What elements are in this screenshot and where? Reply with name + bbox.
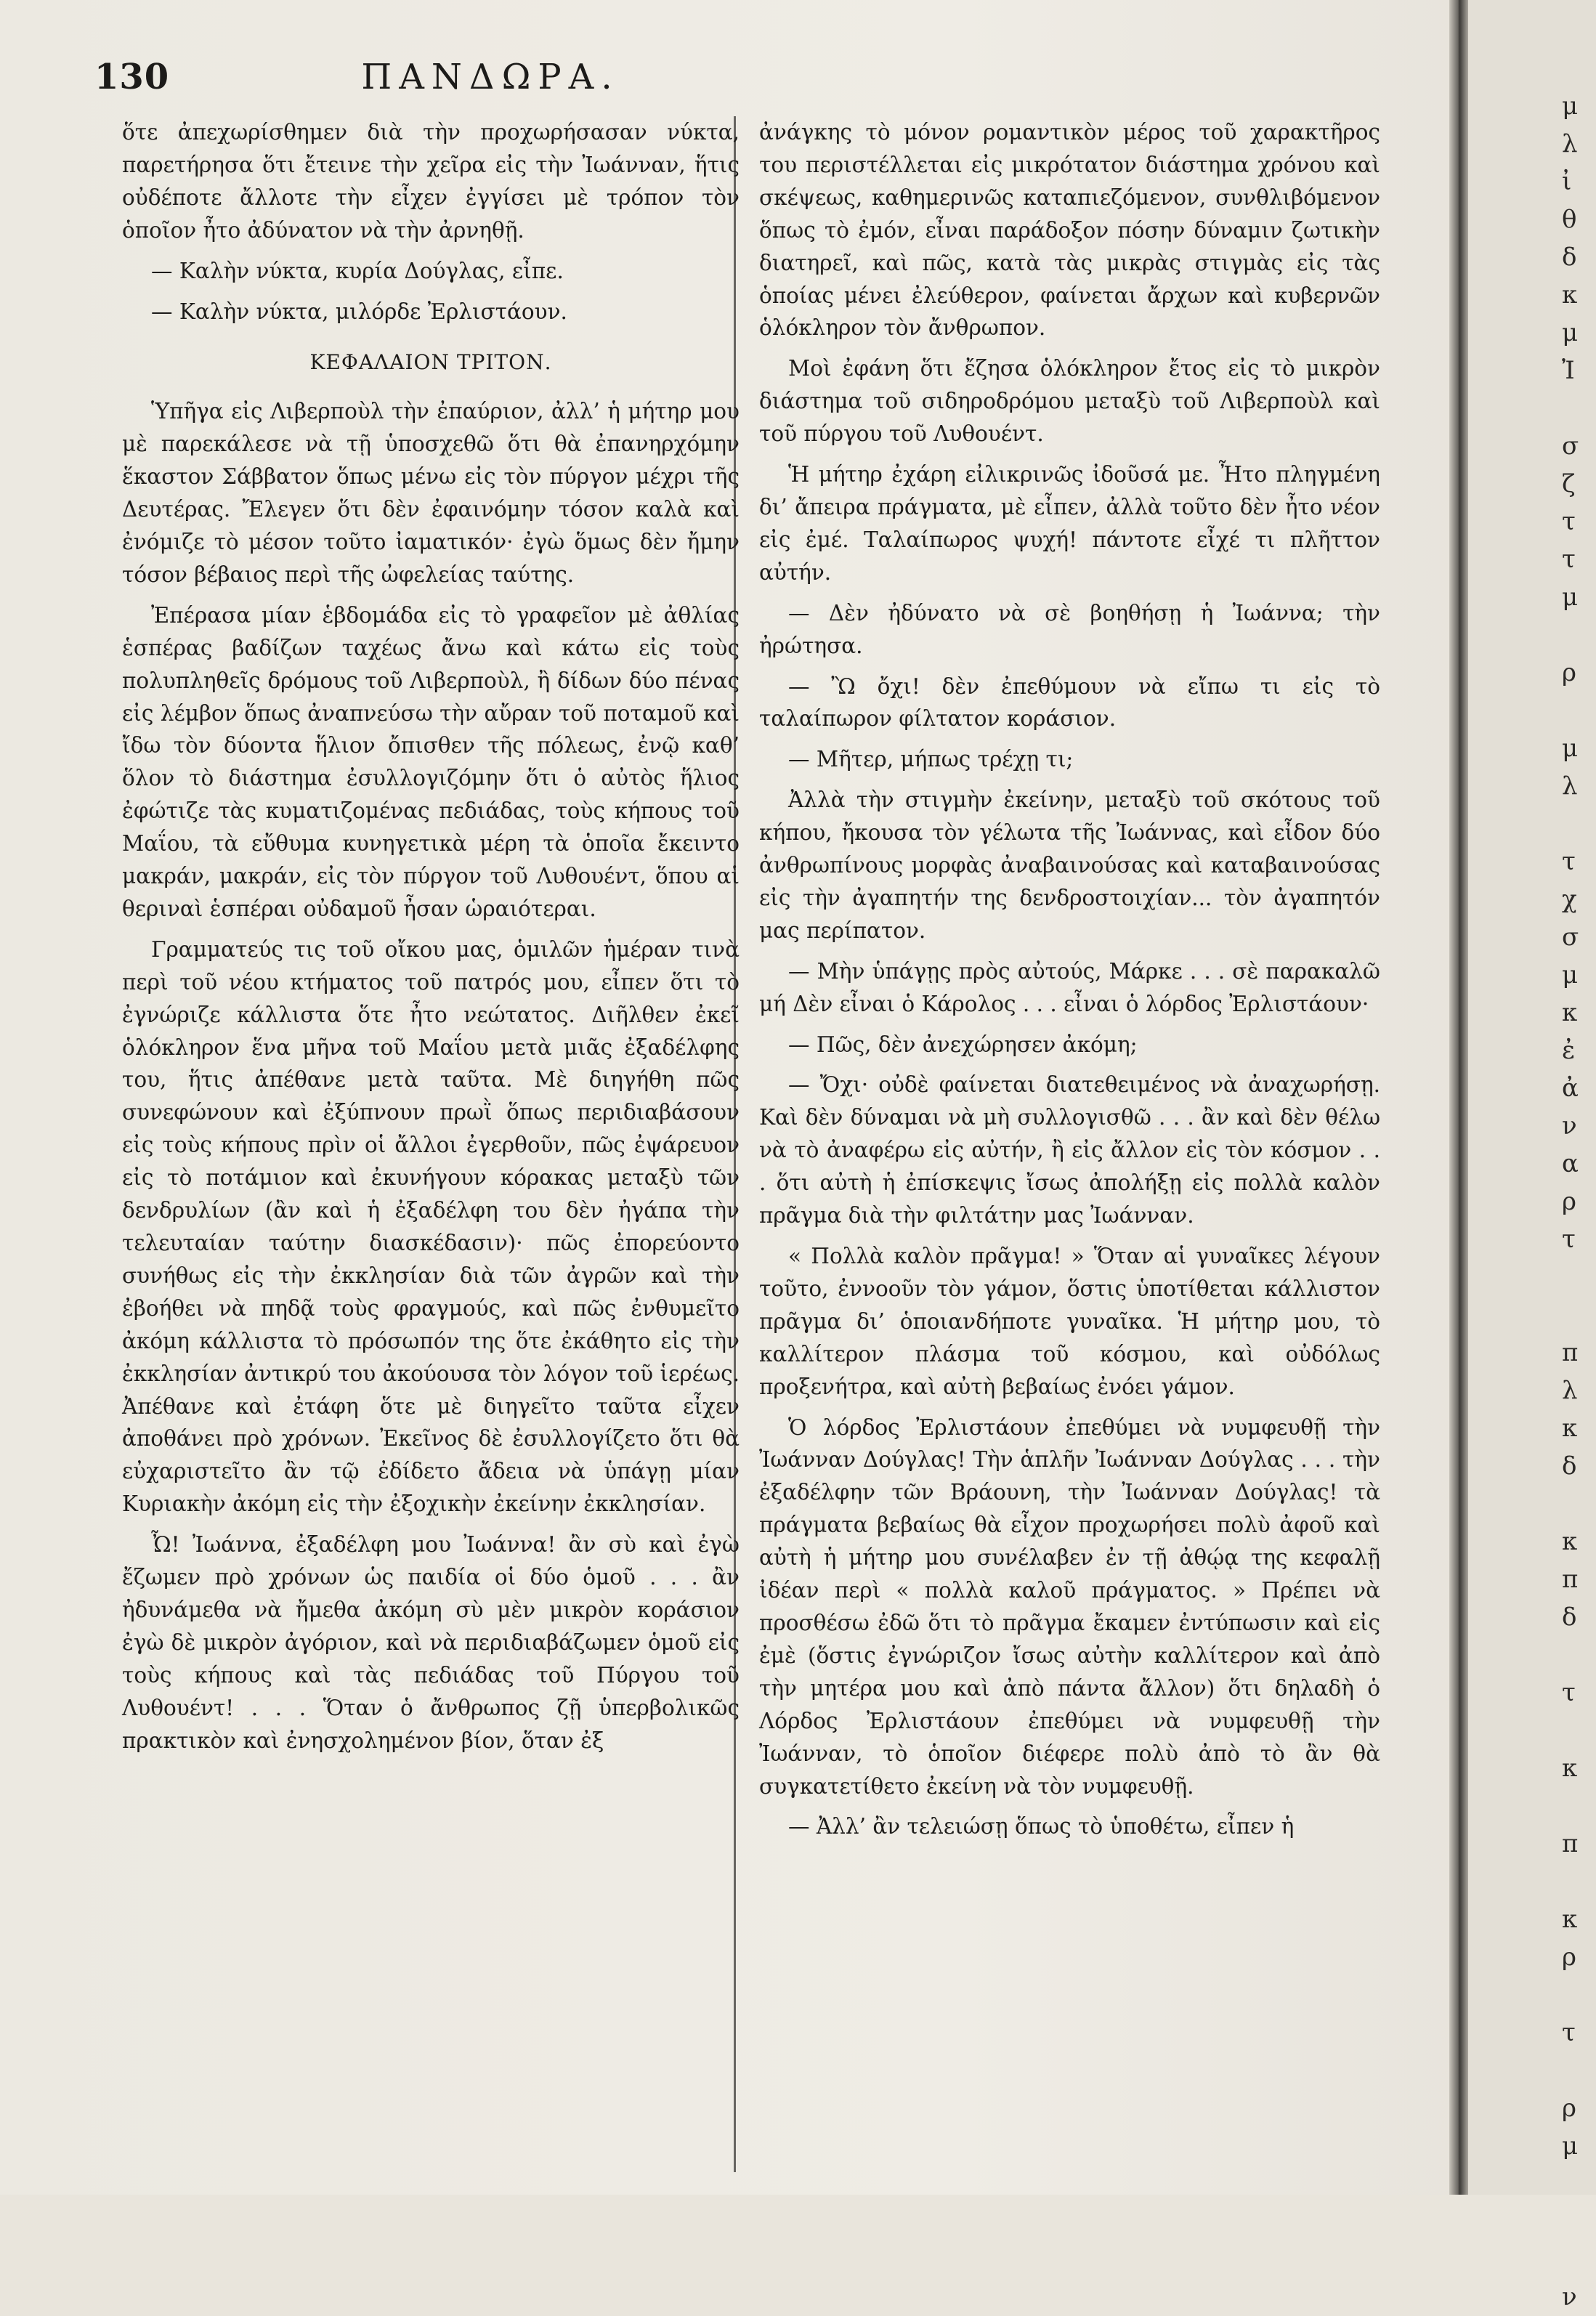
margin-fragment: [1562, 1296, 1594, 1334]
dialogue-line: — Ἀλλ’ ἂν τελειώσῃ ὅπως τὸ ὑποθέτω, εἶπεν ἡ: [788, 1814, 1295, 1839]
left-column: [122, 116, 740, 1765]
page-header: [94, 57, 886, 108]
margin-fragment: λ: [1562, 1376, 1578, 1405]
margin-fragment: [1562, 2052, 1594, 2089]
margin-fragment: [1562, 2165, 1594, 2203]
margin-fragment: σ: [1562, 432, 1579, 461]
margin-fragment: τ: [1562, 847, 1576, 876]
margin-fragment: κ: [1562, 998, 1578, 1027]
margin-fragment: [1562, 1485, 1594, 1523]
margin-fragment: [1562, 1863, 1594, 1900]
chapter-heading: ΚΕΦΑΛΑΙΟΝ ΤΡΙΤΟΝ.: [309, 350, 552, 375]
paragraph: ἀνάγκης τὸ μόνον ρομαντικὸν μέρος τοῦ χαρακτῆρος του περιστέλλεται εἰς μικρότατον διάστημα χρόνου καὶ σκέψεως, καθημερινῶς καταπιεζόμενον, συνθλιβόμενον ὅπως τὸ ἐμόν, εἶναι παράδοξον πόσην δύναμιν ζωτικὴν διατηρεῖ, καὶ πῶς, κατὰ τὰς μικρὰς στιγμὰς εἰς τὰς ὁποίας μένει ἐλεύθερον, φαίνεται ἄρχων καὶ κυβερνῶν ὁλόκληρον τὸν ἄνθρωπον.: [759, 120, 1380, 341]
margin-fragment: [1562, 2203, 1594, 2240]
margin-fragment: μ: [1562, 2131, 1579, 2161]
margin-fragment: [1562, 2240, 1594, 2278]
margin-fragment: κ: [1562, 1905, 1578, 1934]
margin-fragment: ρ: [1562, 2094, 1576, 2123]
margin-fragment: κ: [1562, 1527, 1578, 1556]
dialogue-line: — Καλὴν νύκτα, κυρία Δούγλας, εἶπε.: [151, 258, 564, 283]
dialogue-line: — Καλὴν νύκτα, μιλόρδε Ἐρλιστάουν.: [151, 299, 567, 324]
paragraph: Ὁ λόρδος Ἐρλιστάουν ἐπεθύμει νὰ νυμφευθῇ τὴν Ἰωάνναν Δούγλας! Τὴν ἁπλῆν Ἰωάνναν Δούγλας . . . τὴν ἐξαδέλφην τῶν Βράουνη, τὴν Ἰωάνναν Δούγλας! τὰ πράγματα βεβαίως θὰ εἶχον προχωρήσει πολὺ ἀφοῦ καὶ αὐτὴ ἡ μήτηρ μου συνέλαβεν ἐν τῇ ἀθῴᾳ της κεφαλῇ ἰδέαν περὶ « πολλὰ καλοῦ πράγματος. » Πρέπει νὰ προσθέσω ἐδῶ ὅτι τὸ πρᾶγμα ἔκαμεν ἐντύπωσιν καὶ εἰς ἐμὲ (ὅστις ἐγνώριζον ἴσως αὐτὴν καλλίτερον καὶ ἀπὸ τὴν μητέρα μου καὶ ἀπὸ πάντα ἄλλον) ὅτι δηλαδὴ ὁ Λόρδος Ἐρλιστάουν ἐπεθύμει νὰ νυμφευθῇ τὴν Ἰωάνναν, τὸ ὁποῖον διέφερε πολὺ ἀπὸ τὸ ἂν θὰ συγκατετίθετο ἐκείνη νὰ τὸν νυμφευθῇ.: [759, 1414, 1380, 1799]
dialogue-line: — Πῶς, δὲν ἀνεχώρησεν ἀκόμη;: [788, 1032, 1138, 1057]
margin-fragment: [1562, 389, 1594, 427]
dialogue-line: — Δὲν ἠδύνατο νὰ σὲ βοηθήσῃ ἡ Ἰωάννα; τὴν ἠρώτησα.: [759, 600, 1380, 658]
margin-fragment: [1562, 1787, 1594, 1825]
margin-fragment: ἀ: [1562, 1074, 1579, 1103]
margin-fragment: θ: [1562, 205, 1577, 234]
margin-fragment: [1562, 1976, 1594, 2014]
margin-fragment: Ἰ: [1562, 356, 1575, 385]
margin-fragment: τ: [1562, 545, 1576, 574]
margin-fragment: κ: [1562, 1754, 1578, 1783]
margin-fragment: π: [1562, 1565, 1579, 1594]
margin-fragment: δ: [1562, 1451, 1577, 1481]
margin-fragment: ρ: [1562, 1943, 1576, 1972]
margin-fragment: τ: [1562, 2018, 1576, 2047]
dialogue-line: — Ὄχι· οὐδὲ φαίνεται διατεθειμένος νὰ ἀναχωρήσῃ. Καὶ δὲν δύναμαι νὰ μὴ συλλογισθῶ . . . ἂν καὶ δὲν θέλω νὰ τὸ ἀναφέρω εἰς αὐτήν, ἢ εἰς ἄλλον εἰς τὸν κόσμον . . . ὅτι αὐτὴ ἡ ἐπίσκεψις ἴσως ἀπολήξῃ εἰς πολλὰ καλὸν πρᾶγμα διὰ τὴν φιλτάτην μας Ἰωάνναν.: [759, 1072, 1380, 1228]
book-gutter: [1449, 0, 1468, 2195]
margin-fragment: λ: [1562, 129, 1578, 158]
adjacent-page-fragments: [1562, 87, 1594, 2316]
margin-fragment: ρ: [1562, 658, 1576, 687]
paragraph: « Πολλὰ καλὸν πρᾶγμα! » Ὅταν αἱ γυναῖκες λέγουν τοῦτο, ἐννοοῦν τὸν γάμον, ὅστις ὑποτίθεται κάλλιστον πρᾶγμα δι’ ὁποιανδήποτε γυναῖκα. Ἡ μήτηρ μου, τὸ καλλίτερον πλάσμα τοῦ κόσμου, καὶ οὐδόλως προξενήτρα, καὶ αὐτὴ βεβαίως ἐνόει γάμον.: [759, 1244, 1380, 1399]
dialogue-line: — Μῆτερ, μήπως τρέχῃ τι;: [788, 747, 1074, 772]
margin-fragment: ν: [1562, 1112, 1577, 1141]
right-column: [759, 116, 1380, 1851]
margin-fragment: χ: [1562, 885, 1577, 914]
margin-fragment: μ: [1562, 734, 1579, 763]
margin-fragment: κ: [1562, 1414, 1578, 1443]
paragraph: Γραμματεύς τις τοῦ οἴκου μας, ὁμιλῶν ἡμέραν τινὰ περὶ τοῦ νέου κτήματος τοῦ πατρός μου, εἶπεν ὅτι τὸ ἐγνώριζε κάλλιστα ὅτε ἦτο νεώτατος. Διῆλθεν ἐκεῖ ὁλόκληρον ἕνα μῆνα τοῦ Μαΐου μετὰ μιᾶς ἐξαδέλφης του, ἥτις ἀπέθανε μετὰ ταῦτα. Μὲ διηγήθη πῶς συνεφώνουν καὶ ἐξύπνουν πρωῒ ὅπως περιδιαβάσουν εἰς τοὺς κήπους πρὶν οἱ ἄλλοι ἐγερθοῦν, πῶς ἐψάρευον εἰς τὸ ποτάμιον καὶ ἐκυνήγουν κόρακας μεταξὺ τῶν δενδρυλίων (ἂν καὶ ἡ ἐξαδέλφη του δὲν ἠγάπα τὴν τελευταίαν ταύτην διασκέδασιν)· πῶς ἐπορεύοντο συνήθως εἰς τὴν ἐκκλησίαν διὰ τῶν ἀγρῶν καὶ τὴν ἐβοήθει νὰ πηδᾷ τοὺς φραγμούς, καὶ πῶς ἐνθυμεῖτο ἀκόμη κάλλιστα τὸ πρόσωπόν της ὅτε ἐκάθητο εἰς τὴν ἐκκλησίαν ἀντικρύ του ἀκούουσα τὸν λόγον τοῦ ἱερέως. Ἀπέθανε καὶ ἐτάφη ὅτε μὲ διηγεῖτο ταῦτα εἶχεν ἀποθάνει πρὸ χρόνων. Ἐκεῖνος δὲ ἐσυλλογίζετο ὅτι θὰ εὐχαριστεῖτο ἂν τῷ ἐδίδετο ἄδεια νὰ ὑπάγῃ μίαν Κυριακὴν ἀκόμη εἰς τὴν ἐξοχικὴν ἐκείνην ἐκκλησίαν.: [122, 936, 740, 1517]
margin-fragment: μ: [1562, 318, 1579, 347]
dialogue-line: — Μὴν ὑπάγῃς πρὸς αὐτούς, Μάρκε . . . σὲ παρακαλῶ μή Δὲν εἶναι ὁ Κάρολος . . . εἶναι ὁ λόρδος Ἐρλιστάουν·: [759, 958, 1380, 1016]
paragraph: Ὦ! Ἰωάννα, ἐξαδέλφη μου Ἰωάννα! ἂν σὺ καὶ ἐγὼ ἔζωμεν πρὸ χρόνων ὡς παιδία οἱ δύο ὁμοῦ . . . ἂν ἠδυνάμεθα νὰ ἤμεθα ἀκόμη σὺ μὲν μικρὸν κοράσιον ἐγὼ δὲ μικρὸν ἀγόριον, καὶ νὰ περιδιαβάζωμεν ὁμοῦ εἰς τοὺς κήπους καὶ τὰς πεδιάδας τοῦ Πύργου τοῦ Λυθουέντ! . . . Ὅταν ὁ ἄνθρωπος ζῇ ὑπερβολικῶς πρακτικὸν καὶ ἐνησχολημένον βίον, ὅταν ἐξ: [122, 1532, 740, 1753]
margin-fragment: [1562, 1258, 1594, 1296]
margin-fragment: ν: [1562, 2283, 1577, 2312]
margin-fragment: [1562, 692, 1594, 729]
margin-fragment: δ: [1562, 1603, 1577, 1632]
margin-fragment: σ: [1562, 923, 1579, 952]
margin-fragment: λ: [1562, 772, 1578, 801]
margin-fragment: ρ: [1562, 1187, 1576, 1216]
margin-fragment: κ: [1562, 280, 1578, 309]
paragraph: Ὑπῆγα εἰς Λιβερποὺλ τὴν ἐπαύριον, ἀλλ’ ἡ μήτηρ μου μὲ παρεκάλεσε νὰ τῇ ὑποσχεθῶ ὅτι θὰ ἐπανηρχόμην ἕκαστον Σάββατον ὅπως μένω εἰς τὸν πύργον μέχρι τῆς Δευτέρας. Ἔλεγεν ὅτι δὲν ἐφαινόμην τόσον καλὰ καὶ ἐνόμιζε τὸ μέσον τοῦτο ἰαματικόν· ἐγὼ ὅμως δὲν ἤμην τόσον βέβαιος περὶ τῆς ὠφελείας ταύτης.: [122, 399, 740, 587]
margin-fragment: ἰ: [1562, 167, 1572, 196]
paragraph: Ἀλλὰ τὴν στιγμὴν ἐκείνην, μεταξὺ τοῦ σκότους τοῦ κήπου, ἤκουσα τὸν γέλωτα τῆς Ἰωάννας, καὶ εἶδον δύο ἀνθρωπίνους μορφὰς ἀναβαινούσας καὶ καταβαινούσας εἰς τὴν ἀγαπητήν της δενδροστοιχίαν... τὸν ἀγαπητόν μας περίπατον.: [759, 787, 1380, 943]
margin-fragment: τ: [1562, 507, 1576, 536]
margin-fragment: [1562, 1636, 1594, 1674]
page-number: 130: [94, 57, 170, 97]
margin-fragment: μ: [1562, 960, 1579, 989]
margin-fragment: [1562, 805, 1594, 843]
paragraph: Ἐπέρασα μίαν ἑβδομάδα εἰς τὸ γραφεῖον μὲ ἀθλίας ἑσπέρας βαδίζων ταχέως ἄνω καὶ κάτω εἰς τοὺς πολυπληθεῖς δρόμους τοῦ Λιβερποὺλ, ἢ δίδων δύο πένας εἰς λέμβον ὅπως ἀναπνεύσω τὴν αὔραν τοῦ ποταμοῦ καὶ ἴδω τὸν δύοντα ἥλιον ὄπισθεν τῆς πόλεως, ἐνῷ καθ’ ὅλον τὸ διάστημα ἐσυλλογιζόμην ὅτι ὁ αὐτὸς ἥλιος ἐφώτιζε τὰς κυματιζομένας πεδιάδας, τοὺς κήπους τοῦ Μαΐου, τὰ εὔθυμα κυνηγετικὰ μέρη τὰ ὁποῖα ἔκειντο μακράν, μακράν, εἰς τὸν πύργον τοῦ Λυθουέντ, ὅπου αἱ θεριναὶ ἑσπέραι οὐδαμοῦ ἦσαν ὡραιότεραι.: [122, 602, 740, 921]
margin-fragment: μ: [1562, 583, 1579, 612]
margin-fragment: τ: [1562, 1678, 1576, 1707]
margin-fragment: π: [1562, 1338, 1579, 1367]
margin-fragment: δ: [1562, 243, 1577, 272]
margin-fragment: ζ: [1562, 469, 1576, 498]
margin-fragment: μ: [1562, 92, 1579, 121]
margin-fragment: τ: [1562, 1225, 1576, 1254]
margin-fragment: π: [1562, 1829, 1579, 1858]
margin-fragment: [1562, 616, 1594, 654]
paragraph: ὅτε ἀπεχωρίσθημεν διὰ τὴν προχωρήσασαν νύκτα, παρετήρησα ὅτι ἔτεινε τὴν χεῖρα εἰς τὴν Ἰωάνναν, ἥτις οὐδέποτε ἄλλοτε τὴν εἶχεν ἐγγίσει μὲ τρόπον τὸν ὁποῖον ἦτο ἀδύνατον νὰ τὴν ἀρνηθῇ.: [122, 120, 740, 243]
margin-fragment: α: [1562, 1149, 1579, 1178]
margin-fragment: ἐ: [1562, 1036, 1576, 1065]
paragraph: Ἡ μήτηρ ἐχάρη εἰλικρινῶς ἰδοῦσά με. Ἦτο πληγμένη δι’ ἄπειρα πράγματα, μὲ εἶπεν, ἀλλὰ τοῦτο δὲν ἦτο νέον εἰς ἐμέ. Ταλαίπωρος ψυχή! πάντοτε εἶχέ τι πλῆττον αὐτήν.: [759, 462, 1380, 585]
dialogue-line: — Ὢ ὄχι! δὲν ἐπεθύμουν νὰ εἴπω τι εἰς τὸ ταλαίπωρον φίλτατον κοράσιον.: [759, 673, 1380, 732]
margin-fragment: [1562, 1712, 1594, 1749]
running-title: ΠΑΝΔΩΡΑ.: [361, 57, 620, 97]
paragraph: Μοὶ ἐφάνη ὅτι ἔζησα ὁλόκληρον ἔτος εἰς τὸ μικρὸν διάστημα τοῦ σιδηροδρόμου μεταξὺ τοῦ Λιβερποὺλ καὶ τοῦ πύργου τοῦ Λυθουέντ.: [759, 356, 1380, 447]
